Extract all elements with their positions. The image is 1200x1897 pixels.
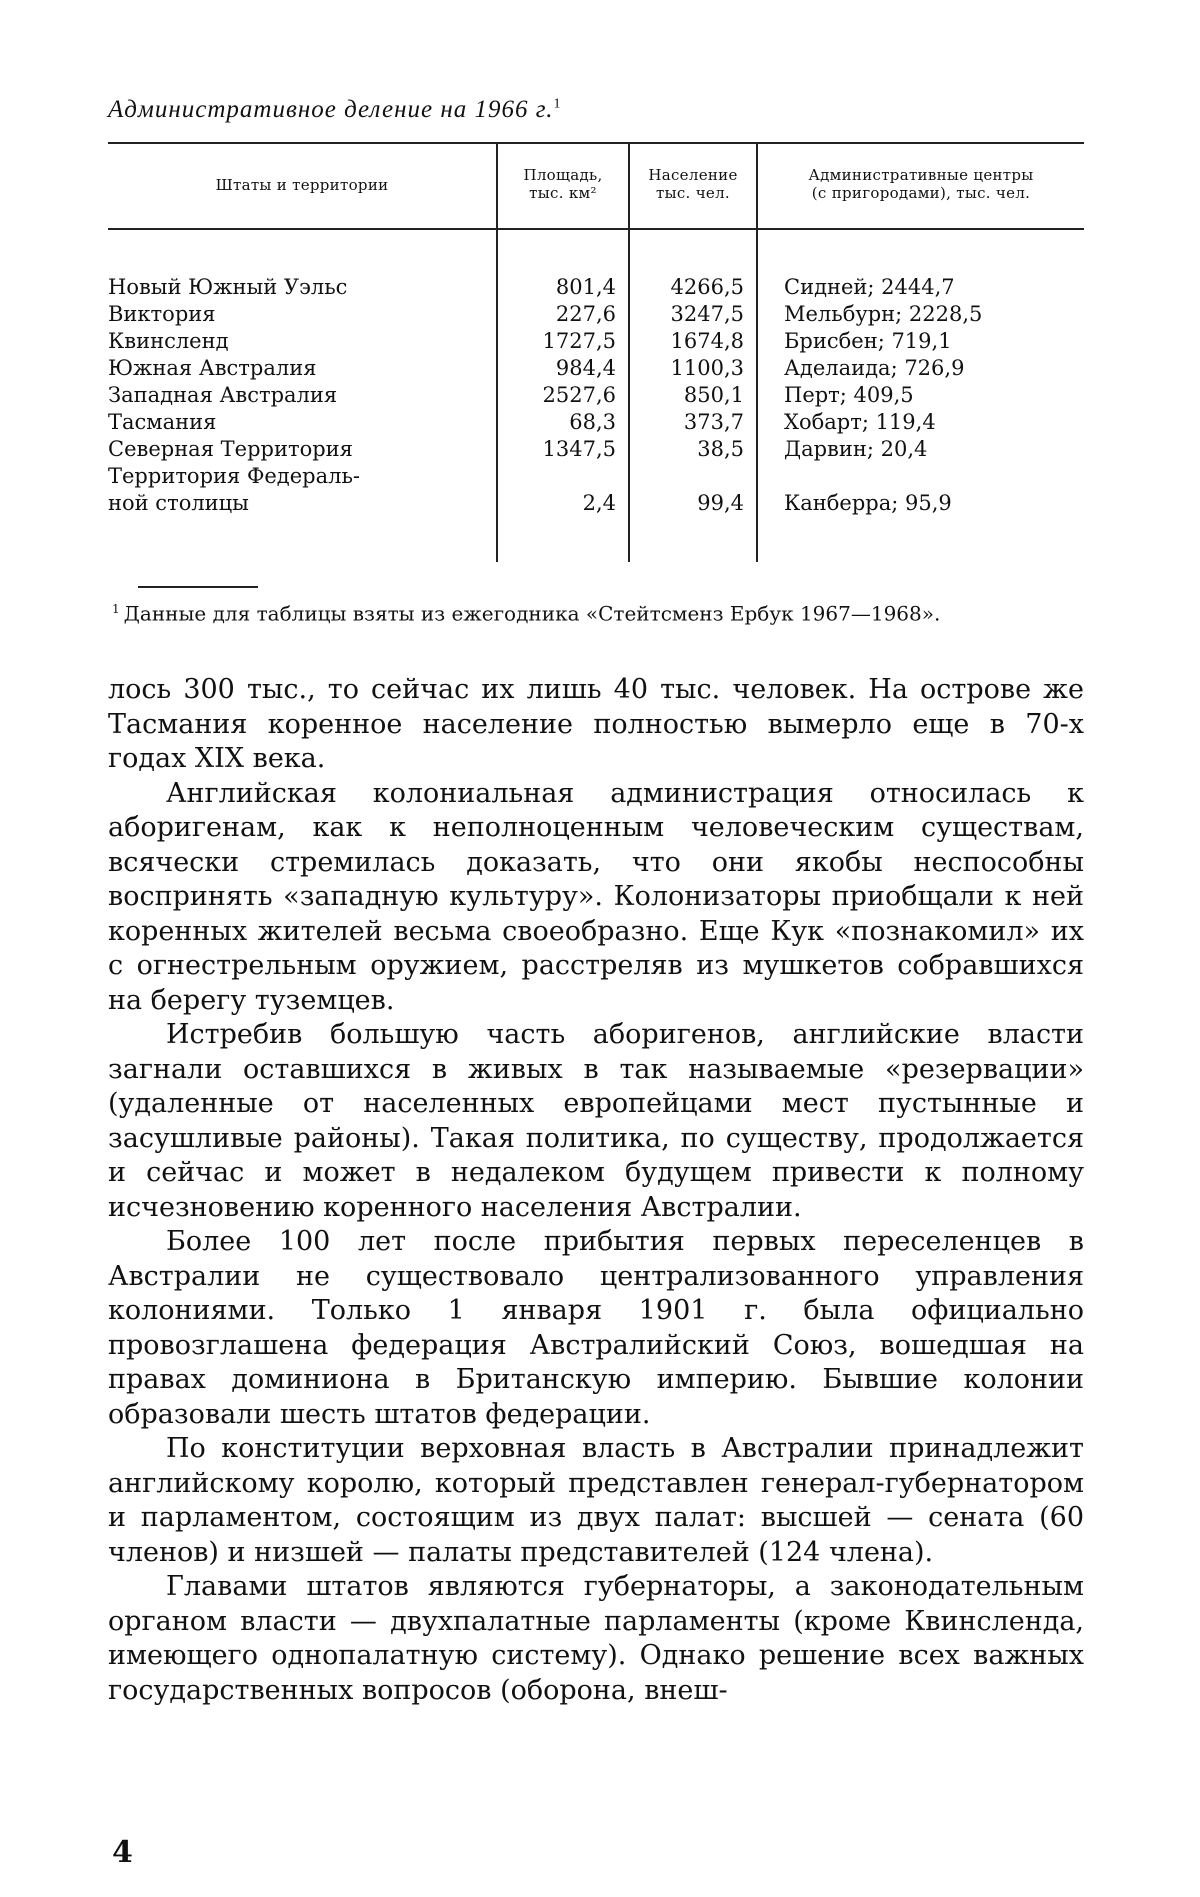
row-state: Северная Территория bbox=[108, 437, 353, 461]
row-state: Виктория bbox=[108, 302, 216, 326]
paragraph: Истребив большую часть аборигенов, английские власти загнали оставшихся в живых в так называемые «резервации» (удаленные от населенных европейцами мест пустынные и засушливые районы). Такая политика, по существу, продолжается и сейчас и может в недалеком будущем привести к полному исчезновению коренного населения Австралии. bbox=[108, 1019, 1084, 1223]
paragraph: лось 300 тыс., то сейчас их лишь 40 тыс. человек. На острове же Тасмания коренное население полностью вымерло еще в 70-х годах XIX века. bbox=[108, 674, 1084, 774]
row-population: 1100,3 bbox=[670, 356, 744, 380]
row-state: Квинсленд bbox=[108, 329, 229, 353]
row-center: Сидней; 2444,7 bbox=[784, 275, 955, 299]
table-caption bbox=[108, 96, 561, 124]
row-state-line1: Территория Федераль- bbox=[108, 464, 360, 488]
administrative-division-table bbox=[108, 142, 1084, 562]
row-area: 2527,6 bbox=[542, 383, 616, 407]
footnote-rule bbox=[138, 586, 258, 588]
row-center: Перт; 409,5 bbox=[784, 383, 914, 407]
row-population: 3247,5 bbox=[670, 302, 744, 326]
table-caption-text: Административное деление на 1966 г. bbox=[108, 96, 554, 123]
paragraph: Главами штатов являются губернаторы, а законодательным органом власти — двухпалатные парламенты (кроме Квинсленда, имеющего однопалатную систему). Однако решение всех важных государственных вопросов (оборона, внеш- bbox=[108, 1571, 1084, 1706]
row-population: 99,4 bbox=[697, 491, 744, 515]
row-center: Аделаида; 726,9 bbox=[784, 356, 965, 380]
row-state: Южная Австралия bbox=[108, 356, 317, 380]
header-centers bbox=[758, 166, 1084, 202]
paragraph: Английская колониальная администрация относилась к аборигенам, как к неполноценным человеческим существам, всячески стремилась доказать, что они якобы неспособны воспринять «западную культуру». Колонизаторы приобщали к ней коренных жителей весьма своеобразно. Еще Кук «познакомил» их с огнестрельным оружием, расстреляв из мушкетов собравшихся на берегу туземцев. bbox=[108, 777, 1084, 1016]
row-state: Новый Южный Уэльс bbox=[108, 275, 348, 299]
footnote-mark: 1 bbox=[553, 96, 562, 112]
header-states: Штаты и территории bbox=[215, 176, 389, 194]
column-divider bbox=[756, 142, 758, 562]
row-area: 984,4 bbox=[555, 356, 616, 380]
row-area: 1727,5 bbox=[542, 329, 616, 353]
footnote bbox=[108, 596, 1084, 627]
row-population: 4266,5 bbox=[670, 275, 744, 299]
row-center: Хобарт; 119,4 bbox=[784, 410, 936, 434]
row-population: 850,1 bbox=[683, 383, 744, 407]
page-number: 4 bbox=[112, 1835, 133, 1870]
header-centers-line2: (с пригородами), тыс. чел. bbox=[811, 184, 1031, 202]
row-center: Канберра; 95,9 bbox=[784, 491, 952, 515]
header-centers-line1: Административные центры bbox=[808, 166, 1034, 184]
header-population-line1: Население bbox=[648, 166, 738, 184]
row-area: 801,4 bbox=[555, 275, 616, 299]
row-population: 373,7 bbox=[683, 410, 744, 434]
header-area-line2: тыс. км² bbox=[529, 184, 597, 202]
table-header-rule bbox=[108, 228, 1084, 230]
row-center: Дарвин; 20,4 bbox=[784, 437, 928, 461]
header-population-line2: тыс. чел. bbox=[656, 184, 730, 202]
row-center: Мельбурн; 2228,5 bbox=[784, 302, 983, 326]
row-state-line2: ной столицы bbox=[108, 491, 249, 515]
row-area: 2,4 bbox=[582, 491, 616, 515]
row-population: 38,5 bbox=[697, 437, 744, 461]
row-area: 1347,5 bbox=[542, 437, 616, 461]
footnote-text: Данные для таблицы взяты из ежегодника «Стейтсменз Ербук 1967—1968». bbox=[123, 601, 941, 626]
header-area bbox=[498, 166, 628, 202]
row-state: Западная Австралия bbox=[108, 383, 338, 407]
header-population bbox=[630, 166, 756, 202]
table-top-rule bbox=[108, 142, 1084, 144]
row-area: 68,3 bbox=[569, 410, 616, 434]
row-center: Брисбен; 719,1 bbox=[784, 329, 952, 353]
footnote-mark: 1 bbox=[112, 602, 120, 616]
row-state: Тасмания bbox=[108, 410, 217, 434]
paragraph: По конституции верховная власть в Австралии принадлежит английскому королю, который представлен генерал-губернатором и парламентом, состоящим из двух палат: высшей — сената (60 членов) и низшей — палаты представителей (124 члена). bbox=[108, 1433, 1084, 1568]
header-area-line1: Площадь, bbox=[523, 166, 603, 184]
row-population: 1674,8 bbox=[670, 329, 744, 353]
paragraph: Более 100 лет после прибытия первых переселенцев в Австралии не существовало централизованного управления колониями. Только 1 января 1901 г. была официально провозглашена федерация Австралийский Союз, вошедшая на правах доминиона в Британскую империю. Бывшие колонии образовали шесть штатов федерации. bbox=[108, 1226, 1084, 1430]
body-text bbox=[108, 673, 1084, 1708]
row-area: 227,6 bbox=[555, 302, 616, 326]
